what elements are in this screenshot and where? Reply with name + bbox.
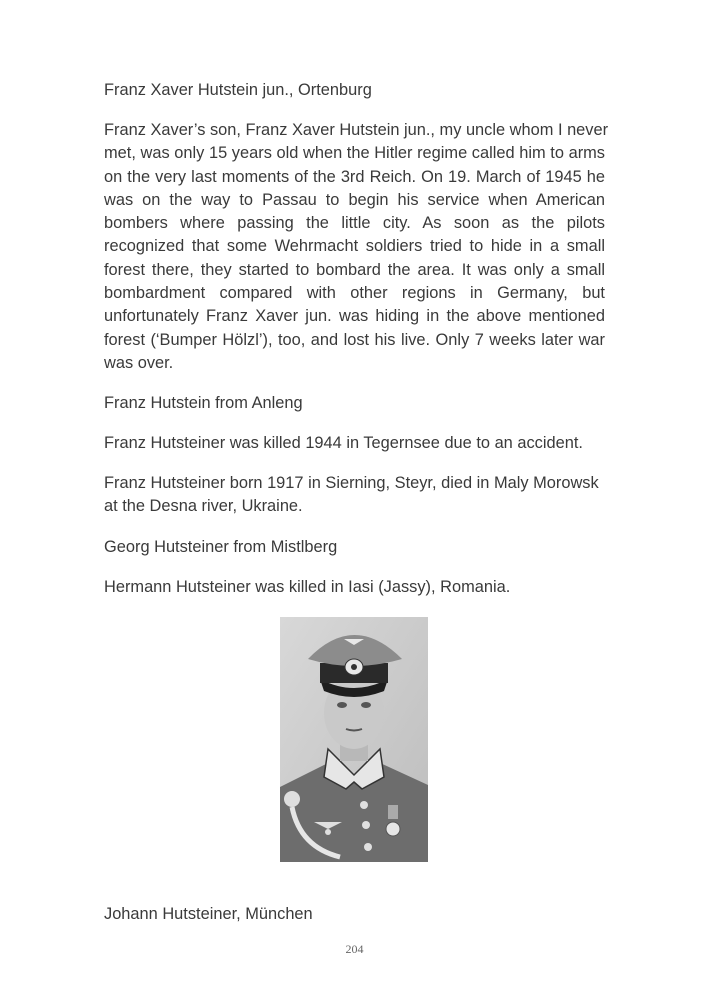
text-line: Franz Xaver’s son, Franz Xaver Hutstein jun., my uncle whom I never bbox=[104, 121, 609, 139]
text-line: met, was only 15 years old when the Hitler regime called him to arms bbox=[104, 144, 605, 163]
text-line: at the Desna river, Ukraine. bbox=[104, 497, 303, 516]
text-line: bombardment compared with other regions in Germany, but bbox=[104, 284, 605, 303]
paragraph-franz-xaver-story bbox=[104, 119, 609, 375]
page-number: 204 bbox=[345, 942, 364, 956]
text-franz-hutsteiner-tegernsee: Franz Hutsteiner was killed 1944 in Tegernsee due to an accident. bbox=[104, 434, 583, 452]
heading-franz-xaver-jun: Franz Xaver Hutstein jun., Ortenburg bbox=[104, 81, 372, 99]
text-line: forest (‘Bumper Hölzl’), too, and lost his live. Only 7 weeks later war bbox=[104, 330, 605, 349]
text-line: on the very last moments of the 3rd Reich. On 19. March of 1945 he bbox=[104, 167, 605, 186]
paragraph-franz-hutsteiner-ukraine bbox=[104, 472, 605, 519]
soldier-portrait-photo bbox=[280, 617, 428, 862]
text-line: was on the way to Passau to begin his service when American bbox=[104, 190, 605, 209]
text-hermann-hutsteiner: Hermann Hutsteiner was killed in Iasi (Jassy), Romania. bbox=[104, 578, 511, 596]
text-line: Franz Hutsteiner born 1917 in Sierning, Steyr, died in Maly Morowsk bbox=[104, 474, 599, 492]
heading-georg-hutsteiner: Georg Hutsteiner from Mistlberg bbox=[104, 538, 338, 556]
heading-johann-hutsteiner: Johann Hutsteiner, München bbox=[104, 905, 313, 923]
text-line: unfortunately Franz Xaver jun. was hiding in the above mentioned bbox=[104, 307, 605, 326]
text-line: was over. bbox=[104, 353, 174, 372]
text-line: recognized that some Wehrmacht soldiers tried to hide in a small bbox=[104, 237, 605, 256]
text-line: bombers where passing the little city. As soon as the pilots bbox=[104, 214, 605, 233]
heading-franz-hutstein-anleng: Franz Hutstein from Anleng bbox=[104, 394, 303, 412]
text-line: forest there, they started to bombard the area. It was only a small bbox=[104, 260, 605, 279]
